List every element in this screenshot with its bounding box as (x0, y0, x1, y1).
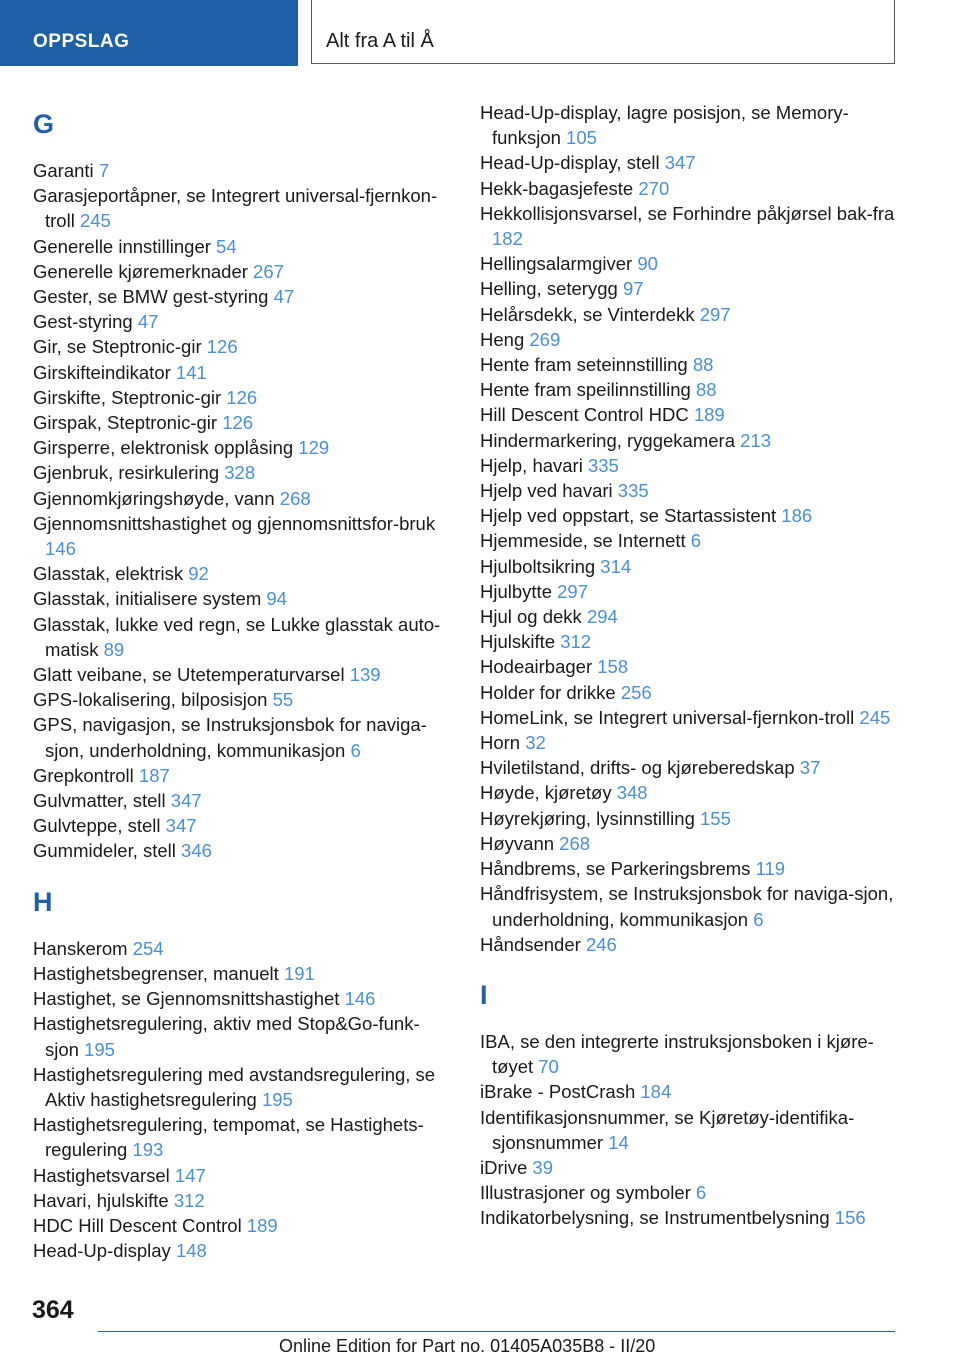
index-page-link[interactable]: 256 (620, 681, 652, 703)
index-entry-text: Hastighetsbegrenser, manuelt (33, 962, 279, 984)
index-entry-text: Illustrasjoner og symboler (480, 1182, 691, 1204)
index-page-link[interactable]: 7 (98, 160, 110, 181)
index-page-link[interactable]: 97 (622, 278, 644, 300)
index-page-link[interactable]: 335 (617, 480, 649, 502)
index-column-right (480, 100, 900, 1231)
index-page-link[interactable]: 312 (560, 631, 592, 653)
index-page-link[interactable]: 335 (587, 454, 619, 476)
index-entry (33, 1238, 453, 1263)
index-entry (33, 1188, 453, 1213)
index-entry-text: Gir, se Steptronic-gir (33, 336, 202, 358)
index-entry-text: Hastighetsregulering, tempomat, se Hastighets-regulering (33, 1114, 424, 1161)
index-entry (33, 561, 453, 586)
index-page-link[interactable]: 6 (753, 908, 764, 930)
index-entry (480, 730, 900, 755)
index-entry-text: Høyde, kjøretøy (480, 782, 612, 804)
index-page-link[interactable]: 139 (349, 664, 381, 686)
index-column-left (33, 100, 453, 1263)
index-entry-text: Hviletilstand, drifts- og kjøreberedskap (480, 757, 795, 779)
index-entry-text: Hekkollisjonsvarsel, se Forhindre påkjørsel bak-fra (480, 202, 895, 224)
index-entry-text: Gester, se BMW gest-styring (33, 286, 269, 308)
index-entry (33, 813, 453, 838)
index-page-link[interactable]: 14 (608, 1131, 629, 1153)
index-page-link[interactable]: 47 (273, 286, 295, 308)
index-entry (480, 503, 900, 528)
index-entry-text: Gummideler, stell (33, 840, 176, 862)
index-page-link[interactable]: 6 (695, 1182, 707, 1204)
index-letter-heading: I (480, 979, 488, 1010)
index-entry-text: Indikatorbelysning, se Instrumentbelysning (480, 1207, 830, 1229)
index-entry-text: Hente fram seteinnstilling (480, 354, 688, 376)
index-entry (33, 183, 453, 233)
index-entry (33, 385, 453, 410)
index-page-link[interactable]: 89 (103, 638, 125, 660)
index-entry-text: iBrake - PostCrash (480, 1081, 636, 1103)
index-page-link[interactable]: 245 (859, 706, 891, 728)
index-entry-text: GPS, navigasjon, se Instruksjonsbok for naviga-sjon, underholdning, kommunikasjon (33, 714, 427, 761)
index-entry-text: Glasstak, initialisere system (33, 588, 262, 610)
index-entry (480, 579, 900, 604)
index-entry-text: Hastighetsvarsel (33, 1164, 170, 1186)
index-entry (33, 1213, 453, 1238)
index-entry-text: Hjulboltsikring (480, 555, 596, 577)
index-page-link[interactable]: 6 (690, 530, 702, 552)
index-entry-text: Grepkontroll (33, 764, 134, 786)
index-entry (480, 554, 900, 579)
index-entry (480, 428, 900, 453)
index-entry-text: Glatt veibane, se Utetemperaturvarsel (33, 664, 345, 686)
index-page-link[interactable]: 328 (224, 462, 256, 484)
index-page-link[interactable]: 88 (695, 379, 717, 401)
index-entry (480, 1105, 900, 1155)
index-entry-text: Håndsender (480, 933, 581, 955)
index-entry-text: Gjennomkjøringshøyde, vann (33, 487, 275, 509)
index-entry (33, 460, 453, 485)
index-entry (480, 1079, 900, 1104)
index-page-link[interactable]: 32 (525, 732, 546, 754)
footer-divider (98, 1331, 895, 1332)
index-entry-text: Garasjeportåpner, se Integrert universal-fjernkon-troll (33, 185, 438, 232)
index-page-link[interactable]: 297 (557, 580, 588, 602)
index-entry (33, 284, 453, 309)
index-entry-text: HDC Hill Descent Control (33, 1214, 242, 1236)
index-entry-text: Hjelp, havari (480, 454, 583, 476)
index-page-link[interactable]: 213 (740, 429, 772, 451)
index-entry (33, 486, 453, 511)
index-entry (480, 806, 900, 831)
index-entry (33, 360, 453, 385)
index-page-link[interactable]: 294 (586, 606, 618, 628)
index-entry-text: Head-Up-display, lagre posisjon, se Memory-funksjon (480, 102, 849, 149)
index-page-link[interactable]: 126 (226, 386, 258, 408)
index-page-link[interactable]: 245 (79, 210, 111, 232)
index-page-link[interactable]: 195 (261, 1088, 293, 1110)
index-page-link[interactable]: 184 (640, 1081, 672, 1103)
index-entry (33, 687, 453, 712)
index-entry-text: Hente fram speilinnstilling (480, 379, 691, 401)
index-entry (33, 763, 453, 788)
index-page-link[interactable]: 269 (529, 328, 561, 350)
index-entry-text: Glasstak, elektrisk (33, 563, 184, 585)
index-page-link[interactable]: 129 (298, 437, 330, 459)
index-page-link[interactable]: 246 (585, 933, 617, 955)
index-page-link[interactable]: 346 (181, 840, 212, 862)
index-entry (480, 1205, 900, 1230)
index-entry-text: Hjelp ved havari (480, 480, 613, 502)
index-entry-text: Hastighet, se Gjennomsnittshastighet (33, 988, 340, 1010)
index-entry-text: Håndfrisystem, se Instruksjonsbok for naviga-sjon, underholdning, kommunikasjon (480, 883, 894, 930)
index-entry-text: Hill Descent Control HDC (480, 404, 689, 426)
index-entry-text: Generelle innstillinger (33, 235, 211, 257)
index-entry-text: Generelle kjøremerknader (33, 260, 248, 282)
index-entry (480, 453, 900, 478)
index-page-link[interactable]: 158 (597, 656, 629, 678)
index-entry (33, 612, 453, 662)
index-page-link[interactable]: 189 (693, 404, 725, 426)
index-page-link[interactable]: 39 (532, 1156, 553, 1178)
index-page-link[interactable]: 312 (173, 1189, 205, 1211)
index-entry (480, 251, 900, 276)
index-entry (33, 1163, 453, 1188)
index-page-link[interactable]: 105 (566, 127, 597, 149)
index-entry-text: Hindermarkering, ryggekamera (480, 429, 735, 451)
index-entry (480, 1180, 900, 1205)
index-entry (33, 936, 453, 961)
index-page-link[interactable]: 147 (174, 1164, 206, 1186)
index-page-link[interactable]: 126 (222, 412, 254, 434)
index-entry-text: Horn (480, 732, 521, 754)
index-page-link[interactable]: 148 (175, 1240, 207, 1262)
index-entry (480, 932, 900, 957)
index-entry (33, 662, 453, 687)
index-entry-text: Havari, hjulskifte (33, 1189, 169, 1211)
index-entry-text: Helårsdekk, se Vinterdekk (480, 303, 695, 325)
index-entry (480, 654, 900, 679)
index-entry (480, 327, 900, 352)
index-page-link[interactable]: 254 (132, 937, 164, 959)
index-page-link[interactable]: 54 (216, 235, 237, 257)
index-page-link[interactable]: 141 (175, 361, 207, 383)
index-page-link[interactable]: 348 (616, 782, 648, 804)
index-entry (33, 435, 453, 460)
index-page-link[interactable]: 270 (638, 177, 670, 199)
index-entry (33, 234, 453, 259)
index-entry (33, 334, 453, 359)
index-entry (33, 788, 453, 813)
index-entry-text: Hjemmeside, se Internett (480, 530, 686, 552)
index-entry (480, 201, 900, 251)
index-entry (33, 158, 453, 183)
index-entry (33, 961, 453, 986)
index-entry-text: Helling, seterygg (480, 278, 618, 300)
index-entry-text: Høyrekjøring, lysinnstilling (480, 807, 695, 829)
index-entry (33, 1112, 453, 1162)
index-page-link[interactable]: 347 (165, 815, 197, 837)
index-page-link[interactable]: 6 (350, 739, 361, 761)
index-entry (480, 276, 900, 301)
index-entry (33, 1062, 453, 1112)
index-entry (33, 259, 453, 284)
index-page-link[interactable]: 156 (834, 1207, 866, 1229)
index-entry-text: Hjelp ved oppstart, se Startassistent (480, 505, 777, 527)
index-entry (480, 1029, 900, 1079)
index-entry (480, 629, 900, 654)
index-entry (480, 352, 900, 377)
index-page-link[interactable]: 267 (253, 260, 284, 282)
index-page-link[interactable]: 146 (344, 988, 376, 1010)
index-entry (480, 780, 900, 805)
index-entry (480, 604, 900, 629)
index-entry (480, 150, 900, 175)
index-entry-text: Hjulskifte (480, 631, 556, 653)
index-entry-text: Hekk-bagasjefeste (480, 177, 634, 199)
index-page-link[interactable]: 92 (188, 563, 209, 585)
section-tab: OPPSLAG (0, 0, 298, 66)
index-page-link[interactable]: 155 (700, 807, 731, 829)
index-entry-text: Head-Up-display (33, 1240, 171, 1262)
index-entry-text: iDrive (480, 1156, 528, 1178)
index-page-link[interactable]: 146 (45, 538, 76, 560)
index-page-link[interactable]: 119 (755, 858, 786, 880)
index-entry (480, 478, 900, 503)
index-page-link[interactable]: 186 (781, 505, 813, 527)
index-entry-text: Hjulbytte (480, 580, 552, 602)
index-entry (480, 680, 900, 705)
index-page-link[interactable]: 195 (84, 1038, 115, 1060)
page-number: 364 (32, 1296, 74, 1324)
index-entry-text: Gest-styring (33, 311, 133, 333)
index-entry-text: Hastighetsregulering med avstandsregulering, se Aktiv hastighetsregulering (33, 1063, 436, 1110)
index-entry (33, 986, 453, 1011)
index-letter-heading: H (33, 886, 53, 917)
index-page-link[interactable]: 90 (637, 253, 658, 275)
index-entry (480, 176, 900, 201)
edition-note: Online Edition for Part no. 01405A035B8 - II/20 (279, 1336, 656, 1356)
index-page-link[interactable]: 94 (266, 588, 287, 610)
index-entry (33, 410, 453, 435)
index-entry-text: Holder for drikke (480, 681, 616, 703)
index-entry-text: Gulvteppe, stell (33, 815, 161, 837)
index-entry (33, 1011, 453, 1061)
index-entry-text: Høyvann (480, 832, 555, 854)
index-page-link[interactable]: 37 (799, 757, 821, 779)
index-entry-text: Girsperre, elektronisk opplåsing (33, 437, 294, 459)
index-entry-text: Hodeairbager (480, 656, 593, 678)
index-entry-text: Gulvmatter, stell (33, 790, 166, 812)
index-entry (33, 586, 453, 611)
index-entry-text: Hanskerom (33, 937, 128, 959)
index-page-link[interactable]: 88 (692, 354, 714, 376)
index-entry (480, 856, 900, 881)
index-entry (480, 528, 900, 553)
index-page-link[interactable]: 189 (246, 1214, 278, 1236)
index-entry (33, 838, 453, 863)
chapter-title: Alt fra A til Å (311, 0, 895, 64)
index-entry (480, 100, 900, 150)
index-page-link[interactable]: 193 (132, 1139, 164, 1161)
index-page-link[interactable]: 347 (170, 790, 202, 812)
index-entry-text: Gjennomsnittshastighet og gjennomsnittsfor-bruk (33, 512, 436, 534)
index-entry (33, 511, 453, 561)
index-entry-text: Girskifteindikator (33, 361, 171, 383)
index-page-link[interactable]: 314 (600, 555, 632, 577)
index-entry (480, 402, 900, 427)
index-entry-text: Heng (480, 328, 525, 350)
index-entry (480, 302, 900, 327)
index-page-link[interactable]: 297 (699, 303, 731, 325)
index-entry (33, 309, 453, 334)
index-entry (480, 831, 900, 856)
index-page-link[interactable]: 55 (272, 689, 294, 711)
index-entry-text: Identifikasjonsnummer, se Kjøretøy-identifika-sjonsnummer (480, 1106, 855, 1153)
index-page-link[interactable]: 182 (492, 228, 523, 250)
index-entry-text: Garanti (33, 160, 94, 181)
index-entry-text: Gjenbruk, resirkulering (33, 462, 220, 484)
index-entry (480, 755, 900, 780)
index-page-link[interactable]: 191 (283, 962, 315, 984)
index-entry-text: Head-Up-display, stell (480, 152, 660, 174)
index-page-link[interactable]: 347 (664, 152, 696, 174)
index-entry-text: Håndbrems, se Parkeringsbrems (480, 858, 751, 880)
index-entry-text: GPS-lokalisering, bilposisjon (33, 689, 268, 711)
index-entry-text: Girskifte, Steptronic-gir (33, 386, 222, 408)
index-entry (480, 705, 900, 730)
index-entry-text: Hastighetsregulering, aktiv med Stop&Go-funk-sjon (33, 1013, 420, 1060)
index-entry (480, 377, 900, 402)
index-entry (480, 1155, 900, 1180)
index-entry (33, 712, 453, 762)
index-entry-text: Hellingsalarmgiver (480, 253, 633, 275)
index-entry (480, 881, 900, 931)
index-entry-text: Glasstak, lukke ved regn, se Lukke glasstak auto-matisk (33, 613, 441, 660)
index-page-link[interactable]: 70 (538, 1056, 559, 1078)
index-entry-text: IBA, se den integrerte instruksjonsboken i kjøre-tøyet (480, 1030, 874, 1078)
index-entry-text: HomeLink, se Integrert universal-fjernkon-troll (480, 706, 855, 728)
index-entry-text: Hjul og dekk (480, 606, 582, 628)
index-page-link[interactable]: 268 (559, 832, 591, 854)
index-page-link[interactable]: 187 (138, 764, 170, 786)
page-header (0, 0, 960, 66)
index-page-link[interactable]: 268 (279, 487, 311, 509)
index-page-link[interactable]: 126 (206, 336, 238, 358)
index-letter-heading: G (33, 109, 55, 139)
index-entry-text: Girspak, Steptronic-gir (33, 412, 218, 434)
index-page-link[interactable]: 47 (137, 311, 159, 333)
